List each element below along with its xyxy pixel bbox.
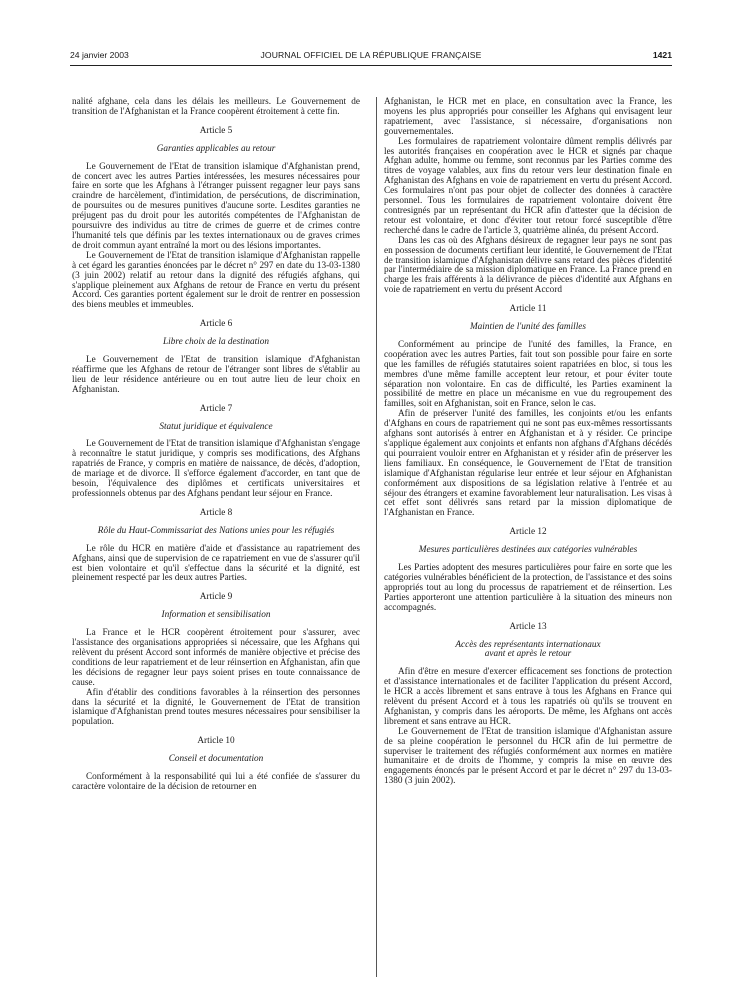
paragraph: Le Gouvernement de l'Etat de transition islamique d'Afghanistan rappelle à cet égard les garanties énoncées par le décret n° 297 en date du 13-03-1380 (3 juin 2002) relatif au retour dans la dignité des réfugiés afghans, qui s'applique pleinement aux Afghans de retour de France en vertu du présent Accord. Ces garanties portent également sur le droit de rentrer en possession des biens meubles et immeubles. bbox=[72, 250, 360, 311]
paragraph: La France et le HCR coopèrent étroitement pour s'assurer, avec l'assistance des organisations appropriées si nécessaire, que les Afghans qui relèvent du présent Accord sont informés de manière objective et précise des conditions de leur rapatriement et de leur réinsertion en Afghanistan, afin que les décisions de regagner leur pays soient prises en toute connaissance de cause. bbox=[72, 628, 360, 688]
paragraph: Afin de préserver l'unité des familles, les conjoints et/ou les enfants d'Afghans en cours de rapatriement qui ne sont pas eux-mêmes ressortissants afghans sont autorisés à entrer en Afghanistan et à y résider. Ce principe s'applique également aux conjoints et enfants non afghans d'Afghans décédés qui pourraient vouloir entrer en Afghanistan et y résider afin de préserver les liens familiaux. En conséquence, le Gouvernement de l'Etat de transition islamique d'Afghanistan régularise leur entrée et leur séjour en Afghanistan conformément aux dispositions de sa législation relative à l'entrée et au séjour des étrangers et examine favorablement leur naturalisation. Les visas à cet effet sont délivrés sans retard par la mission diplomatique de l'Afghanistan en France. bbox=[384, 409, 672, 519]
article-6-heading: Article 6 bbox=[199, 319, 233, 330]
article-10-heading: Article 10 bbox=[197, 736, 235, 747]
column-separator bbox=[376, 97, 377, 977]
article-9-heading: Article 9 bbox=[199, 592, 233, 603]
article-6-subtitle: Libre choix de la destination bbox=[162, 337, 270, 348]
article-12-subtitle: Mesures particulières destinées aux catégories vulnérables bbox=[418, 545, 638, 556]
journal-title: JOURNAL OFFICIEL DE LA RÉPUBLIQUE FRANÇAISE bbox=[260, 50, 482, 60]
article-13-subtitle-line2: avant et après le retour bbox=[484, 649, 572, 660]
article-8-heading: Article 8 bbox=[199, 507, 233, 518]
article-11-heading: Article 11 bbox=[509, 304, 547, 315]
article-12-heading: Article 12 bbox=[509, 527, 547, 538]
paragraph: Le Gouvernement de l'Etat de transition islamique d'Afghanistan prend, de concert avec les autres Parties intéressées, les mesures nécessaires pour faire en sorte que les Afghans à l'étranger puissent regagner leur pays sans craindre de harcèlement, d'intimidation, de persécutions, de discrimination, de poursuites ou de mesures punitives d'aucune sorte. Lesdites garanties ne préjugent pas du droit pour les autorités compétentes de l'Afghanistan de poursuivre des individus au titre de crimes de guerre et de crimes contre l'humanité tels que définis par les textes internationaux ou de graves crimes de droit commun ayant entraîné la mort ou des lésions importantes. bbox=[72, 161, 360, 251]
article-10-subtitle: Conseil et documentation bbox=[168, 754, 264, 765]
article-9-subtitle: Information et sensibilisation bbox=[161, 610, 271, 621]
paragraph: Dans les cas où des Afghans désireux de regagner leur pays ne sont pas en possession de documents certifiant leur identité, le Gouvernement de l'Etat de transition islamique d'Afghanistan délivre sans retard des pièces d'identité par l'intermédiaire de sa mission diplomatique en France. La France prend en charge les frais afférents à la délivrance de pièces d'identité aux Afghans en voie de rapatriement en vertu du présent Accord bbox=[384, 235, 672, 296]
paragraph: Les formulaires de rapatriement volontaire dûment remplis délivrés par les autorités françaises en coopération avec le HCR et signés par chaque Afghan adulte, homme ou femme, sont reconnus par les Parties comme des titres de voyage valables, aux fins du retour vers leur destination finale en Afghanistan des Afghans en voie de rapatriement en vertu du présent Accord. Ces formulaires n'ont pas pour objet de collecter des données à caractère personnel. Tous les formulaires de rapatriement volontaire doivent être contresignés par un représentant du HCR afin d'attester que la décision de retour est volontaire, et donc d'éviter tout retour forcé susceptible d'être recherché dans le cadre de l'article 3, quatrième alinéa, du présent Accord. bbox=[384, 136, 672, 236]
paragraph: Le Gouvernement de l'Etat de transition islamique d'Afghanistan s'engage à reconnaître le statut juridique, y compris ses modifications, des Afghans rapatriés de France, y compris en matière de naissance, de décès, d'adoption, de mariage et de divorce. Il s'efforce également d'accorder, en tant que de besoin, l'équivalence des diplômes et certificats universitaires et professionnels obtenus par des Afghans pendant leur séjour en France. bbox=[72, 439, 360, 499]
paragraph: Le Gouvernement de l'Etat de transition islamique d'Afghanistan réaffirme que les Afghans de retour de l'étranger sont libres de s'établir au lieu de leur résidence antérieure ou en tout autre lieu de leur choix en Afghanistan. bbox=[72, 355, 360, 395]
article-8-subtitle: Rôle du Haut-Commissariat des Nations unies pour les réfugiés bbox=[97, 525, 335, 536]
paragraph: nalité afghane, cela dans les délais les meilleurs. Le Gouvernement de transition de l'Afghanistan et la France coopèrent étroitement à cette fin. bbox=[72, 97, 360, 117]
paragraph: Conformément au principe de l'unité des familles, la France, en coopération avec les autres Parties, fait tout son possible pour faire en sorte que les familles de réfugiés statutaires soient rapatriées en bloc, si tous les membres d'une même famille acceptent leur retour, et pour éviter toute séparation non volontaire. En cas de difficulté, les Parties examinent la possibilité de mettre en place un mécanisme en vue du regroupement des familles, soit en Afghanistan, soit en France, selon le cas. bbox=[384, 339, 672, 410]
header-date: 24 janvier 2003 bbox=[70, 50, 129, 60]
paragraph: Afin d'être en mesure d'exercer efficacement ses fonctions de protection et d'assistance internationales et de faciliter l'application du présent Accord, le HCR a accès librement et sans entrave à tous les Afghans en France qui relèvent du présent Accord et à tous les rapatriés où qu'ils se trouvent en Afghanistan, y compris dans les aéroports. De même, les Afghans ont accès librement et sans entrave au HCR. bbox=[384, 667, 672, 727]
left-column bbox=[72, 98, 360, 793]
right-column bbox=[384, 98, 672, 787]
paragraph: Afin d'établir des conditions favorables à la réinsertion des personnes dans la sécurité et la dignité, le Gouvernement de l'Etat de transition islamique d'Afghanistan prend toutes mesures nécessaires pour sensibiliser la population. bbox=[72, 687, 360, 728]
paragraph: Le Gouvernement de l'Etat de transition islamique d'Afghanistan assure de sa pleine coopération le personnel du HCR afin de lui permettre de superviser le traitement des réfugiés conformément aux normes en matière humanitaire et de droits de l'homme, y compris la mise en œuvre des engagements énoncés par le présent Accord et par le décret n° 297 du 13-03-1380 (3 juin 2002). bbox=[384, 726, 672, 787]
article-7-subtitle: Statut juridique et équivalence bbox=[159, 421, 273, 432]
paragraph: Afghanistan, le HCR met en place, en consultation avec la France, les moyens les plus appropriés pour conseiller les Afghans qui envisagent leur rapatriement, avec l'assistance, si nécessaire, d'organisations non gouvernementales. bbox=[384, 97, 672, 137]
article-5-subtitle: Garanties applicables au retour bbox=[156, 143, 276, 154]
paragraph: Les Parties adoptent des mesures particulières pour faire en sorte que les catégories vulnérables bénéficient de la protection, de l'assistance et des soins appropriés tout au long du processus de rapatriement et de réinsertion. Les Parties apporteront une attention particulière à la situation des mineurs non accompagnés. bbox=[384, 563, 672, 613]
article-7-heading: Article 7 bbox=[199, 403, 233, 414]
page-number: 1421 bbox=[652, 50, 672, 60]
article-13-heading: Article 13 bbox=[509, 621, 547, 632]
article-13-subtitle-line1: Accès des représentants internationaux bbox=[455, 639, 601, 650]
article-11-subtitle: Maintien de l'unité des familles bbox=[469, 322, 587, 333]
paragraph: Conformément à la responsabilité qui lui a été confiée de s'assurer du caractère volontaire de la décision de retourner en bbox=[72, 772, 360, 792]
header-rule bbox=[70, 65, 672, 66]
article-5-heading: Article 5 bbox=[199, 125, 233, 136]
page-header bbox=[70, 50, 672, 64]
paragraph: Le rôle du HCR en matière d'aide et d'assistance au rapatriement des Afghans, ainsi que de supervision de ce rapatriement en vue de s'assurer qu'il est bien volontaire et qu'il s'effectue dans la sécurité et la dignité, est pleinement respecté par les deux autres Parties. bbox=[72, 543, 360, 584]
